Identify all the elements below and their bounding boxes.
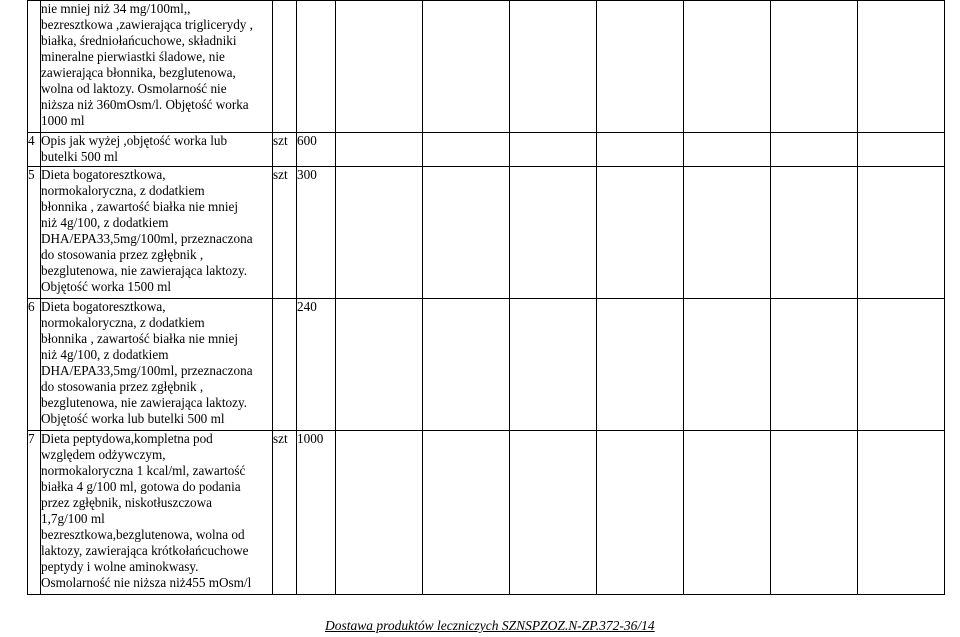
table-row [28,299,945,431]
row-description: Dieta peptydowa,kompletna pod względem odżywczym, normokaloryczna 1 kcal/ml, zawartość białka 4 g/100 ml, gotowa do podania przez zgłębnik, niskotłuszczowa 1,7g/100 ml bezresztkowa,bezglutenowa, wolna od laktozy, zawierająca krótkołańcuchowe peptydy i wolne aminokwasy. Osmolarność nie niższa niż455 mOsm/l [41,431,273,595]
row-quantity: 300 [297,167,336,299]
empty-cell [597,1,684,133]
empty-cell [597,167,684,299]
empty-cell [510,1,597,133]
empty-cell [510,299,597,431]
empty-cell [423,299,510,431]
empty-cell [423,133,510,167]
empty-cell [771,167,858,299]
row-description: Dieta bogatoresztkowa, normokaloryczna, z dodatkiem błonnika , zawartość białka nie mniej niż 4g/100, z dodatkiem DHA/EPA33,5mg/100ml, przeznaczona do stosowania przez zgłębnik , bezglutenowa, nie zawierająca laktozy. Objętość worka lub butelki 500 ml [41,299,273,431]
row-number: 6 [28,299,41,431]
row-unit: szt [273,431,297,595]
empty-cell [336,167,423,299]
empty-cell [597,133,684,167]
row-number: 7 [28,431,41,595]
row-quantity: 240 [297,299,336,431]
row-unit [273,1,297,133]
empty-cell [858,1,945,133]
table-row [28,431,945,595]
row-number [28,1,41,133]
empty-cell [336,299,423,431]
empty-cell [336,133,423,167]
empty-cell [423,167,510,299]
table-row [28,167,945,299]
empty-cell [510,167,597,299]
document-footer: Dostawa produktów leczniczych SZNSPZOZ.N-ZP.372-36/14 [325,618,655,633]
row-quantity: 1000 [297,431,336,595]
empty-cell [858,133,945,167]
empty-cell [771,1,858,133]
row-number: 5 [28,167,41,299]
row-quantity [297,1,336,133]
row-description: Dieta bogatoresztkowa, normokaloryczna, z dodatkiem błonnika , zawartość białka nie mniej niż 4g/100, z dodatkiem DHA/EPA33,5mg/100ml, przeznaczona do stosowania przez zgłębnik , bezglutenowa, nie zawierająca laktozy. Objętość worka 1500 ml [41,167,273,299]
row-description: nie mniej niż 34 mg/100ml,, bezresztkowa ,zawierająca triglicerydy , białka, średniołańcuchowe, składniki mineralne pierwiastki śladowe, nie zawierająca błonnika, bezglutenowa, wolna od laktozy. Osmolarność nie niższa niż 360mOsm/l. Objętość worka 1000 ml [41,1,273,133]
empty-cell [336,1,423,133]
row-description: Opis jak wyżej ,objętość worka lub butelki 500 ml [41,133,273,167]
empty-cell [423,431,510,595]
empty-cell [597,431,684,595]
row-unit: szt [273,167,297,299]
table-row [28,1,945,133]
product-table [27,0,945,595]
empty-cell [423,1,510,133]
empty-cell [771,431,858,595]
row-number: 4 [28,133,41,167]
empty-cell [858,167,945,299]
row-unit: szt [273,133,297,167]
table-row [28,133,945,167]
empty-cell [684,299,771,431]
empty-cell [510,431,597,595]
row-unit [273,299,297,431]
empty-cell [510,133,597,167]
empty-cell [684,431,771,595]
empty-cell [684,1,771,133]
empty-cell [858,299,945,431]
empty-cell [858,431,945,595]
empty-cell [597,299,684,431]
empty-cell [684,133,771,167]
empty-cell [336,431,423,595]
empty-cell [684,167,771,299]
empty-cell [771,299,858,431]
row-quantity: 600 [297,133,336,167]
empty-cell [771,133,858,167]
